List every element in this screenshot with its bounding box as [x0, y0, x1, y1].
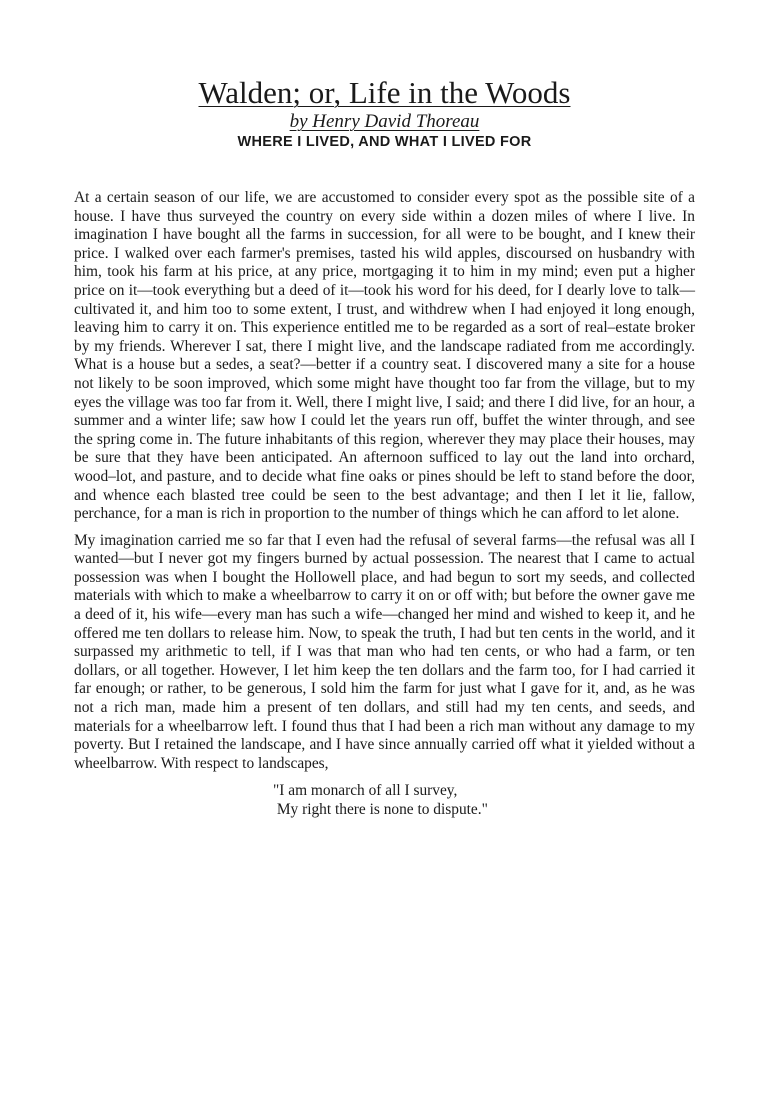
author-text: by Henry David Thoreau	[289, 111, 480, 132]
verse-line-2: My right there is none to dispute."	[273, 801, 488, 819]
verse-line-1: "I am monarch of all I survey,	[273, 782, 458, 800]
chapter-heading: WHERE I LIVED, AND WHAT I LIVED FOR	[237, 134, 532, 150]
document-title	[74, 76, 695, 110]
document-title-text: Walden; or, Life in the Woods	[198, 75, 571, 110]
author-line	[74, 112, 695, 132]
verse-quote	[273, 781, 695, 819]
paragraph-1: At a certain season of our life, we are accustomed to consider every spot as the possible site of a house. I have thus surveyed the country on every side within a dozen miles of where I live. In imagination I have bought all the farms in succession, for all were to be bought, and I knew their price. I walked over each farmer's premises, tasted his wild apples, discoursed on husbandry with him, took his farm at his price, at any price, mortgaging it to him in my mind; even put a higher price on it—took everything but a deed of it—took his word for his deed, for I dearly love to talk—cultivated it, and him too to some extent, I trust, and withdrew when I had enjoyed it long enough, leaving him to carry it on. This experience entitled me to be regarded as a sort of real–estate broker by my friends. Wherever I sat, there I might live, and the landscape radiated from me accordingly. What is a house but a sedes, a seat?—better if a country seat. I discovered many a site for a house not likely to be soon improved, which some might have thought too far from the village, but to my eyes the village was too far from it. Well, there I might live, I said; and there I did live, for an hour, a summer and a winter life; saw how I could let the years run off, buffet the winter through, and see the spring come in. The future inhabitants of this region, wherever they may place their houses, may be sure that they have been anticipated. An afternoon sufficed to lay out the land into orchard, wood–lot, and pasture, and to decide what fine oaks or pines should be left to stand before the door, and whence each blasted tree could be seen to the best advantage; and then I let it lie, fallow, perchance, for a man is rich in proportion to the number of things which he can afford to let alone.	[74, 189, 695, 523]
document-body	[74, 189, 695, 819]
document-page	[0, 76, 768, 1100]
paragraph-2: My imagination carried me so far that I even had the refusal of several farms—the refusal was all I wanted—but I never got my fingers burned by actual possession. The nearest that I came to actual possession was when I bought the Hollowell place, and had begun to sort my seeds, and collected materials with which to make a wheelbarrow to carry it on or off with; but before the owner gave me a deed of it, his wife—every man has such a wife—changed her mind and wished to keep it, and he offered me ten dollars to release him. Now, to speak the truth, I had but ten cents in the world, and it surpassed my arithmetic to tell, if I was that man who had ten cents, or who had a farm, or ten dollars, or all together. However, I let him keep the ten dollars and the farm too, for I had carried it far enough; or rather, to be generous, I sold him the farm for just what I gave for it, and, as he was not a rich man, made him a present of ten dollars, and still had my ten cents, and seeds, and materials for a wheelbarrow left. I found thus that I had been a rich man without any damage to my poverty. But I retained the landscape, and I have since annually carried off what it yielded without a wheelbarrow. With respect to landscapes,	[74, 531, 695, 772]
